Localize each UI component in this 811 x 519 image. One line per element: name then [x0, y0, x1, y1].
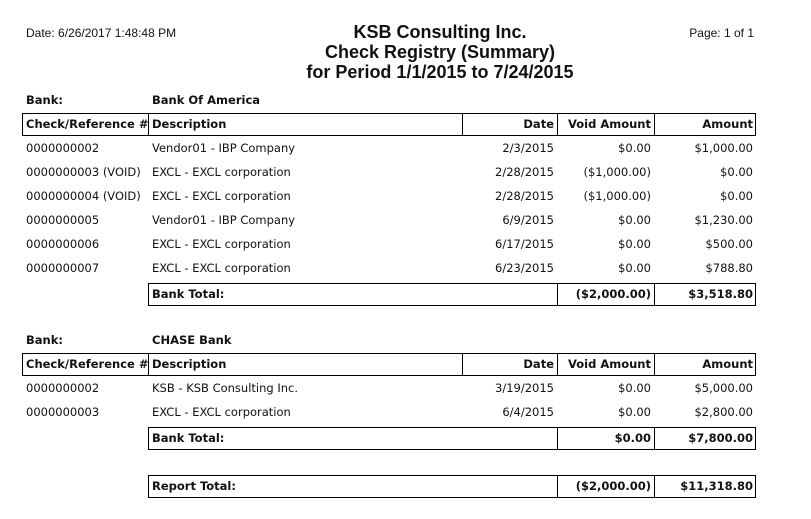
date: 6/23/2015: [495, 261, 554, 275]
col-void-header: Void Amount: [567, 357, 651, 371]
date: 6/9/2015: [502, 213, 554, 227]
void-amount: $0.00: [618, 237, 651, 251]
check-number: 0000000002: [26, 141, 100, 155]
check-number: 0000000002: [26, 381, 100, 395]
bank-label: Bank:: [26, 93, 63, 107]
bank-total-label: Bank Total:: [152, 431, 225, 445]
bank-total-amount: $3,518.80: [688, 287, 753, 301]
void-amount: $0.00: [618, 381, 651, 395]
date: 3/19/2015: [495, 381, 554, 395]
report-total-amount: $11,318.80: [680, 479, 753, 493]
check-number: 0000000007: [26, 261, 100, 275]
bank-total-void: ($2,000.00): [575, 287, 651, 301]
bank-total-void: $0.00: [614, 431, 651, 445]
bank-total-label: Bank Total:: [152, 287, 225, 301]
col-amount-header: Amount: [702, 357, 753, 371]
date: 6/4/2015: [502, 405, 554, 419]
description: EXCL - EXCL corporation: [152, 165, 291, 179]
void-amount: $0.00: [618, 261, 651, 275]
amount: $1,230.00: [694, 213, 753, 227]
check-number: 0000000003 (VOID): [26, 165, 141, 179]
col-description-header: Description: [152, 357, 227, 371]
description: KSB - KSB Consulting Inc.: [152, 381, 299, 395]
void-amount: $0.00: [618, 141, 651, 155]
check-number: 0000000004 (VOID): [26, 189, 141, 203]
page-number: Page: 1 of 1: [689, 26, 754, 40]
date: 2/28/2015: [495, 165, 554, 179]
amount: $788.80: [705, 261, 753, 275]
col-date-header: Date: [523, 117, 554, 131]
amount: $2,800.00: [694, 405, 753, 419]
check-number: 0000000005: [26, 213, 100, 227]
amount: $1,000.00: [694, 141, 753, 155]
description: EXCL - EXCL corporation: [152, 261, 291, 275]
col-description-header: Description: [152, 117, 227, 131]
amount: $0.00: [720, 189, 753, 203]
col-void-header: Void Amount: [567, 117, 651, 131]
void-amount: ($1,000.00): [583, 189, 651, 203]
date: 2/28/2015: [495, 189, 554, 203]
date: 2/3/2015: [502, 141, 554, 155]
report-total-void: ($2,000.00): [575, 479, 651, 493]
bank-name: Bank Of America: [152, 93, 261, 107]
description: EXCL - EXCL corporation: [152, 237, 291, 251]
amount: $0.00: [720, 165, 753, 179]
bank-name: CHASE Bank: [152, 333, 232, 347]
bank-label: Bank:: [26, 333, 63, 347]
date: 6/17/2015: [495, 237, 554, 251]
description: Vendor01 - IBP Company: [152, 213, 296, 227]
col-check-header: Check/Reference #: [26, 117, 149, 131]
report-date: Date: 6/26/2017 1:48:48 PM: [26, 26, 177, 40]
report-period: for Period 1/1/2015 to 7/24/2015: [306, 62, 574, 82]
description: EXCL - EXCL corporation: [152, 189, 291, 203]
check-number: 0000000006: [26, 237, 100, 251]
description: Vendor01 - IBP Company: [152, 141, 296, 155]
col-amount-header: Amount: [702, 117, 753, 131]
amount: $5,000.00: [694, 381, 753, 395]
void-amount: $0.00: [618, 405, 651, 419]
bank-total-amount: $7,800.00: [688, 431, 753, 445]
void-amount: $0.00: [618, 213, 651, 227]
company-name: KSB Consulting Inc.: [353, 22, 527, 42]
amount: $500.00: [705, 237, 753, 251]
report-title: Check Registry (Summary): [324, 42, 556, 62]
check-number: 0000000003: [26, 405, 100, 419]
col-date-header: Date: [523, 357, 554, 371]
col-check-header: Check/Reference #: [26, 357, 149, 371]
report-total-label: Report Total:: [152, 479, 236, 493]
description: EXCL - EXCL corporation: [152, 405, 291, 419]
void-amount: ($1,000.00): [583, 165, 651, 179]
